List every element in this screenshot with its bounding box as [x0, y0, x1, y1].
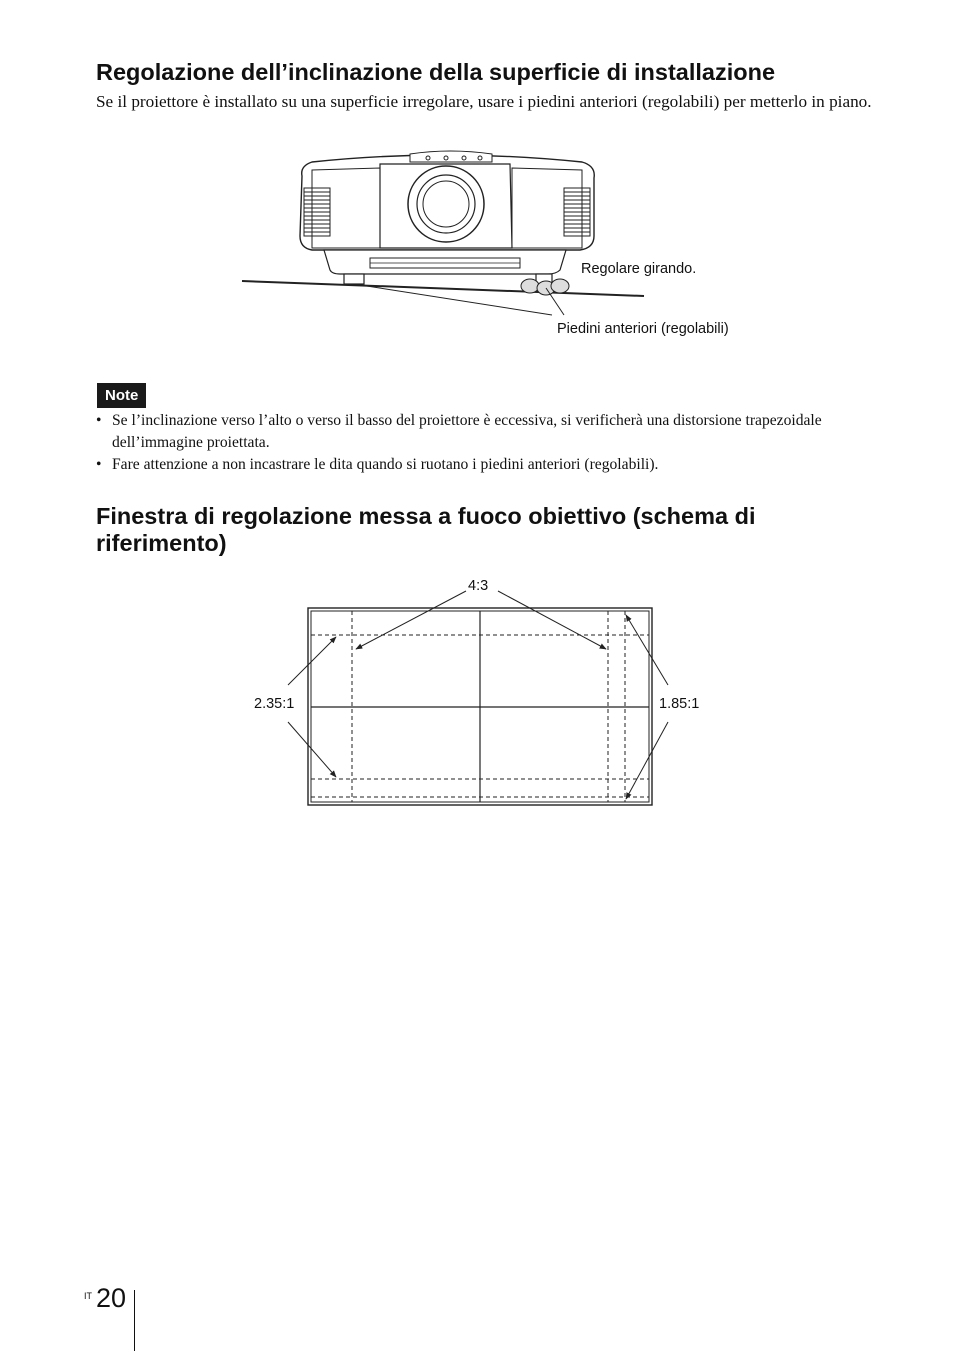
- note-badge: Note: [97, 383, 146, 408]
- note-item: • Se l’inclinazione verso l’alto o verso il basso del proiettore è eccessiva, si verificherà una distorsione trapezoidale dell’immagine proiettata.: [96, 410, 826, 454]
- focus-pattern-diagram: [240, 585, 720, 815]
- label-ratio-4-3: 4:3: [468, 578, 489, 594]
- label-front-feet: Piedini anteriori (regolabili): [557, 321, 729, 337]
- label-adjust-turning: Regolare girando.: [581, 261, 697, 277]
- footer-divider: [134, 1290, 135, 1351]
- note-list: [96, 410, 826, 476]
- projector-illustration: [230, 140, 670, 320]
- section-paragraph-tilt: Se il proiettore è installato su una superficie irregolare, usare i piedini anteriori (regolabili) per metterlo in piano.: [96, 92, 872, 111]
- section-heading-tilt: Regolazione dell’inclinazione della superficie di installazione: [96, 59, 776, 85]
- note-item: • Fare attenzione a non incastrare le dita quando si ruotano i piedini anteriori (regolabili).: [96, 454, 826, 476]
- label-ratio-2-35-1: 2.35:1: [254, 696, 295, 712]
- footer-language-code: IT: [84, 1291, 92, 1301]
- label-ratio-1-85-1: 1.85:1: [659, 696, 700, 712]
- section-heading-focus: Finestra di regolazione messa a fuoco obiettivo (schema di riferimento): [96, 503, 756, 556]
- page-number: 20: [96, 1283, 127, 1313]
